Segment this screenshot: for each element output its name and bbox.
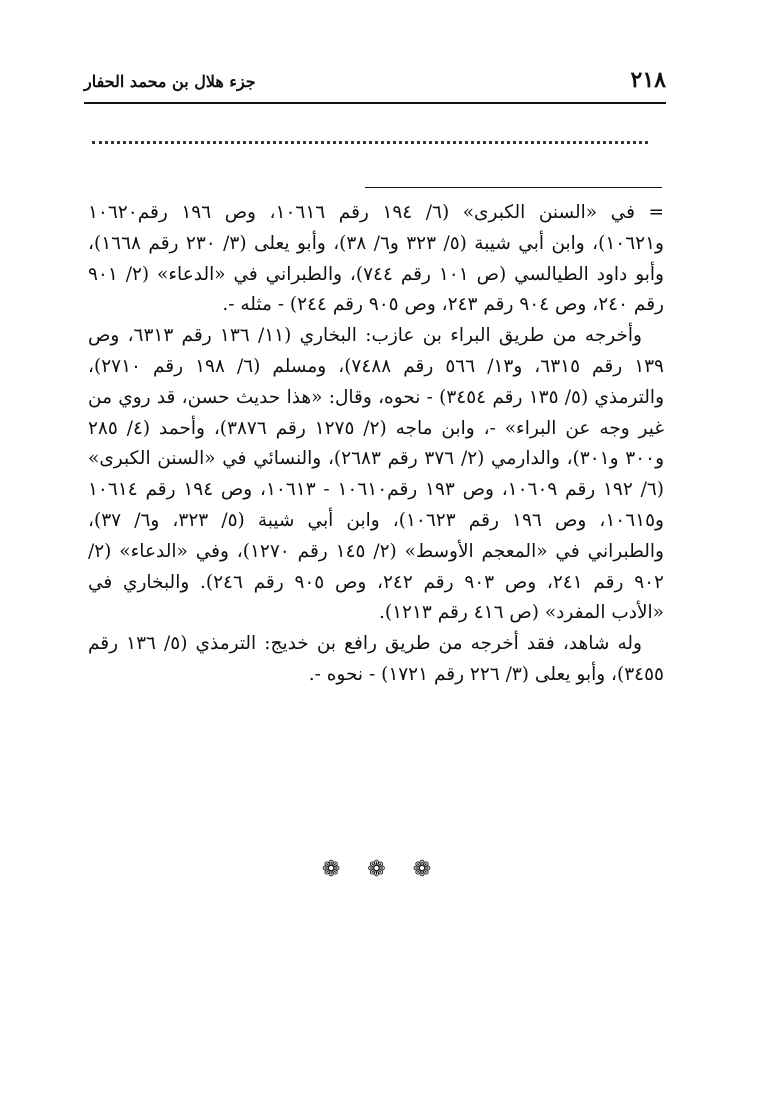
- ornament-divider: ❁ ❁ ❁: [321, 857, 442, 882]
- footnote-paragraph-continuation: = في «السنن الكبرى» (٦/ ١٩٤ رقم ١٠٦١٦، وص ١٩٦ رقم١٠٦٢٠ و١٠٦٢١)، وابن أبي شيبة (٥/ ٣٢٣ و٦/ ٣٨)، وأبو يعلى (٣/ ٢٣٠ رقم ١٦٦٨)، وأبو داود الطيالسي (ص ١٠١ رقم ٧٤٤)، والطبراني في «الدعاء» (٢/ ٩٠١ رقم ٢٤٠، وص ٩٠٤ رقم ٢٤٣، وص ٩٠٥ رقم ٢٤٤) - مثله -.: [88, 202, 664, 316]
- footnote-separator: [365, 187, 662, 188]
- dotted-separator: [92, 141, 648, 144]
- header-rule: [84, 102, 666, 104]
- running-title: جزء هلال بن محمد الحفار: [84, 72, 256, 91]
- footnote-paragraph-bara: وأخرجه من طريق البراء بن عازب: البخاري (١١/ ١٣٦ رقم ٦٣١٣، وص ١٣٩ رقم ٦٣١٥، و١٣/ ٥٦٦ رقم ٧٤٨٨)، ومسلم (٦/ ١٩٨ رقم ٢٧١٠)، والترمذي (٥/ ١٣٥ رقم ٣٤٥٤) - نحوه، وقال: «هذا حديث حسن، قد روي من غير وجه عن البراء» -، وابن ماجه (٢/ ١٢٧٥ رقم ٣٨٧٦)، وأحمد (٤/ ٢٨٥ و٣٠٠ و٣٠١)، والدارمي (٢/ ٣٧٦ رقم ٢٦٨٣)، والنسائي في «السنن الكبرى» (٦/ ١٩٢ رقم ١٠٦٠٩، وص ١٩٣ رقم١٠٦١٠ - ١٠٦١٣، وص ١٩٤ رقم ١٠٦١٤ و١٠٦١٥، وص ١٩٦ رقم ١٠٦٢٣)، وابن أبي شيبة (٥/ ٣٢٣، و٦/ ٣٧)، والطبراني في «المعجم الأوسط» (٢/ ١٤٥ رقم ١٢٧٠)، وفي «الدعاء» (٢/ ٩٠٢ رقم ٢٤١، وص ٩٠٣ رقم ٢٤٢، وص ٩٠٥ رقم ٢٤٦). والبخاري في «الأدب المفرد» (ص ٤١٦ رقم ١٢١٣).: [88, 325, 665, 624]
- page-number: ٢١٨: [630, 67, 666, 93]
- footnote-text: [88, 198, 664, 691]
- page-header: [84, 62, 666, 98]
- footnote-paragraph-shahid: وله شاهد، فقد أخرجه من طريق رافع بن خديج: الترمذي (٥/ ١٣٦ رقم ٣٤٥٥)، وأبو يعلى (٣/ ٢٢٦ رقم ١٧٢١) - نحوه -.: [88, 633, 664, 685]
